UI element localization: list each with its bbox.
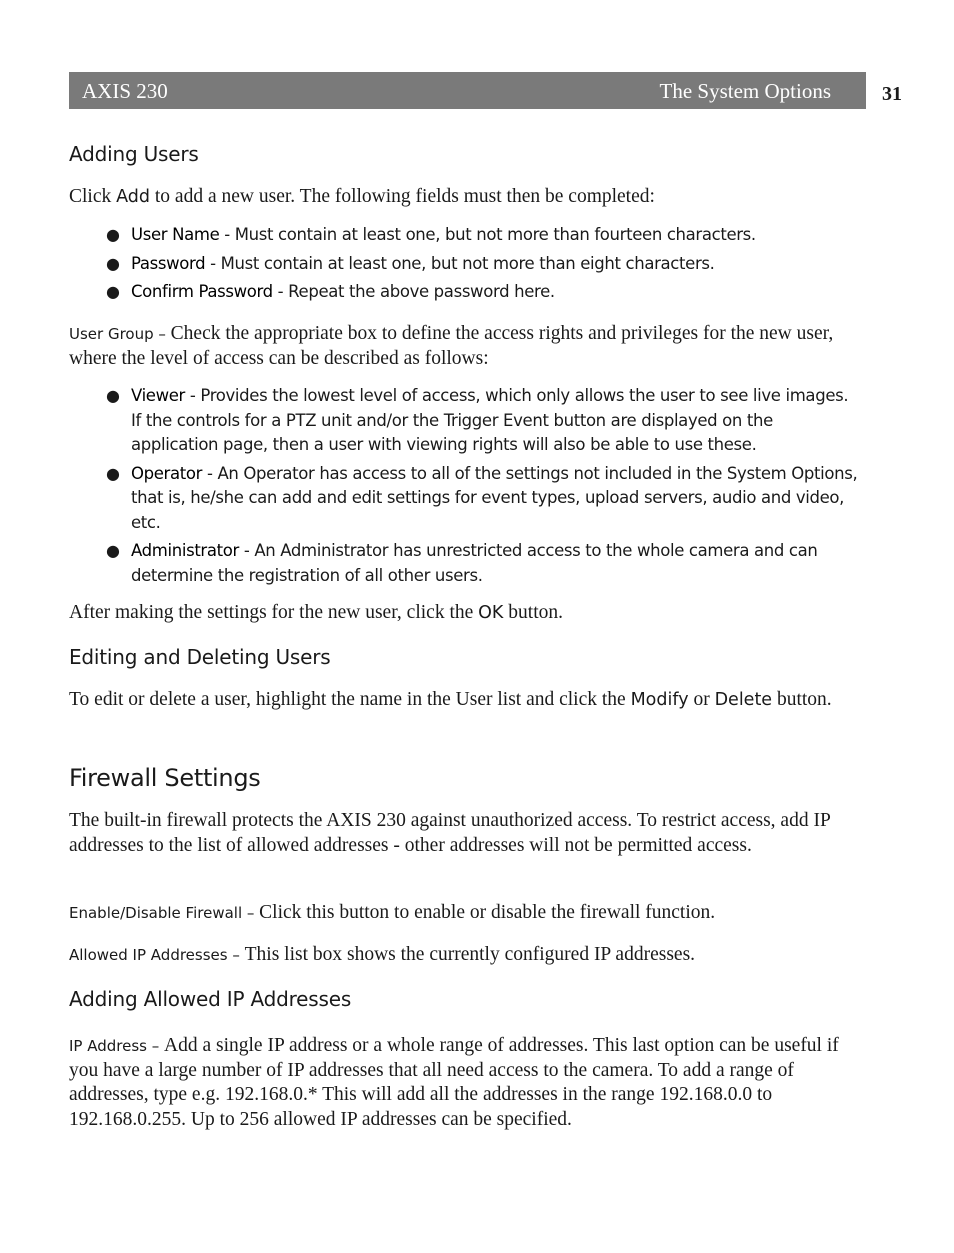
after-text-rest: button. — [503, 602, 563, 623]
level-term: Viewer — [131, 386, 185, 405]
field-desc: - Must contain at least one, but not more than fourteen characters. — [219, 225, 756, 244]
list-item — [69, 280, 859, 305]
ok-button-ref: OK — [478, 603, 504, 623]
bullet-icon: ● — [106, 463, 120, 483]
field-desc: - Repeat the above password here. — [272, 282, 555, 301]
allowed-ip-label: Allowed IP Addresses – — [69, 946, 245, 964]
after-settings-paragraph — [69, 601, 859, 626]
list-item — [69, 462, 859, 536]
heading-firewall-settings: Firewall Settings — [69, 764, 261, 792]
field-term: Password — [131, 253, 206, 273]
bullet-icon: ● — [106, 253, 120, 273]
level-term: Operator — [131, 463, 203, 483]
ip-address-paragraph — [69, 1034, 859, 1132]
bullet-icon: ● — [106, 386, 120, 405]
delete-button-ref: Delete — [714, 690, 773, 710]
after-text: After making the settings for the new user, click the — [69, 602, 479, 623]
level-desc: - Provides the lowest level of access, which only allows the user to see live images. If the controls for a PTZ unit and/or the Trigger Event button are displayed on the application page, then a user with viewing rights will also be able to use these. — [131, 386, 849, 454]
heading-editing-users: Editing and Deleting Users — [69, 645, 331, 669]
heading-adding-ip: Adding Allowed IP Addresses — [69, 987, 352, 1011]
allowed-ip-paragraph — [69, 943, 859, 968]
user-group-text: Check the appropriate box to define the access rights and privileges for the new user, where the level of access can be described as follows: — [69, 323, 834, 369]
add-button-ref: Add — [116, 187, 151, 207]
bullet-icon: ● — [106, 282, 120, 301]
or-text: or — [688, 689, 715, 710]
enable-firewall-paragraph — [69, 901, 859, 926]
access-levels-list — [69, 384, 859, 588]
list-item — [69, 252, 859, 277]
chapter-title: The System Options — [659, 79, 831, 103]
intro-text-rest: to add a new user. The following fields must then be completed: — [150, 186, 655, 207]
ip-address-label: IP Address – — [69, 1037, 165, 1055]
field-term: User Name — [131, 225, 220, 244]
firewall-intro: The built-in firewall protects the AXIS 230 against unauthorized access. To restrict access, add IP addresses to the list of allowed addresses - other addresses will not be permitted access. — [69, 810, 831, 856]
list-item — [69, 384, 859, 458]
list-item — [69, 539, 859, 588]
editing-text: To edit or delete a user, highlight the name in the User list and click the — [69, 689, 631, 710]
level-desc: - An Administrator has unrestricted access to the whole camera and can determine the registration of all other users. — [131, 541, 818, 585]
bullet-icon: ● — [106, 541, 120, 560]
ip-address-text: Add a single IP address or a whole range of addresses. This last option can be useful if you have a large number of IP addresses that all need access to the camera. To add a range of addresses, type e.g. 192.168.0.* This will add all the addresses in the range 192.168.0.0 to 192.168.0.255. Up to 256 allowed IP addresses can be specified. — [69, 1035, 839, 1130]
adding-users-intro — [69, 185, 859, 210]
list-item — [69, 223, 859, 248]
required-fields-list — [69, 223, 859, 305]
user-group-paragraph — [69, 322, 859, 371]
allowed-ip-text: This list box shows the currently configured IP addresses. — [244, 944, 696, 965]
level-desc: - An Operator has access to all of the settings not included in the System Options, that is, he/she can add and edit settings for event types, upload servers, audio and video, etc. — [131, 463, 858, 532]
heading-adding-users: Adding Users — [69, 142, 199, 166]
running-header — [69, 72, 866, 109]
bullet-icon: ● — [106, 225, 120, 244]
editing-paragraph — [69, 688, 859, 713]
field-term: Confirm Password — [131, 282, 273, 301]
product-name: AXIS 230 — [82, 79, 168, 103]
field-desc: - Must contain at least one, but not more than eight characters. — [205, 253, 715, 273]
modify-button-ref: Modify — [630, 690, 689, 710]
page-number: 31 — [882, 83, 902, 105]
enable-firewall-label: Enable/Disable Firewall – — [69, 904, 260, 922]
editing-text-rest: button. — [772, 689, 832, 710]
user-group-label: User Group – — [69, 325, 171, 343]
enable-firewall-text: Click this button to enable or disable the firewall function. — [259, 902, 716, 923]
intro-text: Click — [69, 186, 117, 207]
level-term: Administrator — [131, 541, 239, 560]
